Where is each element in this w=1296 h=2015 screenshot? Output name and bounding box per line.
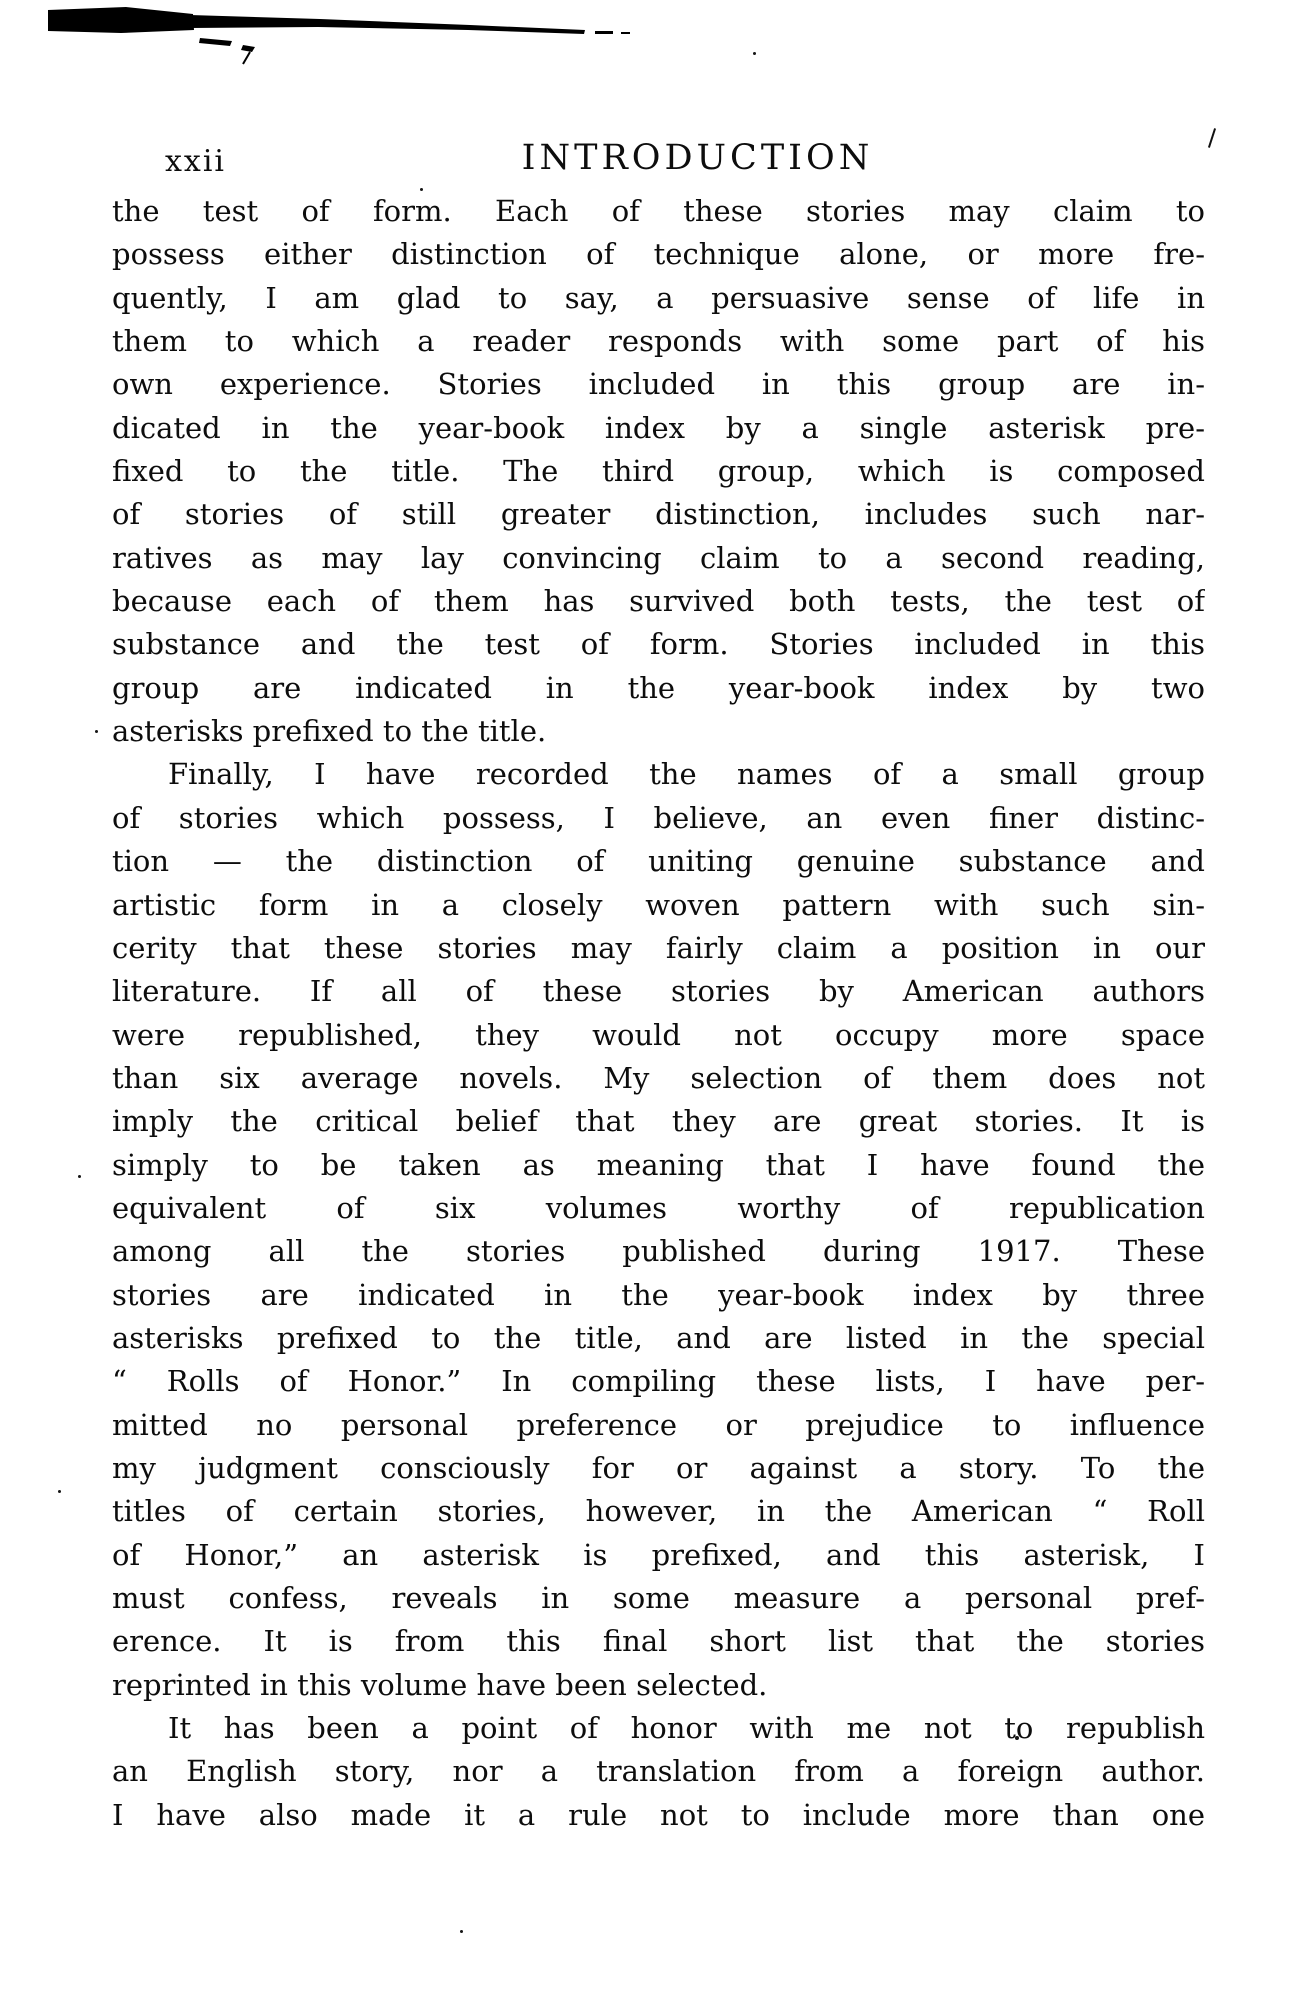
text-line: asterisks prefixed to the title, and are listed in the special <box>112 1320 1205 1355</box>
text-line: It has been a point of honor with me not to republish <box>168 1711 1205 1746</box>
scan-speck <box>753 52 756 55</box>
text-line: titles of certain stories, however, in the American “ Roll <box>112 1494 1205 1529</box>
text-line: ratives as may lay convincing claim to a second reading, <box>112 540 1205 575</box>
text-line: asterisks prefixed to the title. <box>112 714 547 749</box>
text-line: I have also made it a rule not to include more than one <box>112 1797 1205 1832</box>
text-line: than six average novels. My selection of them does not <box>112 1060 1205 1095</box>
text-line: among all the stories published during 1917. These <box>112 1234 1205 1269</box>
scan-speck <box>95 730 98 733</box>
text-line: substance and the test of form. Stories included in this <box>112 627 1205 662</box>
text-line: equivalent of six volumes worthy of republication <box>112 1190 1205 1225</box>
text-line: tion — the distinction of uniting genuine substance and <box>112 844 1205 879</box>
text-line: must confess, reveals in some measure a personal pref- <box>112 1581 1205 1615</box>
text-line: them to which a reader responds with some part of his <box>112 324 1205 359</box>
text-line: erence. It is from this final short list that the stories <box>112 1624 1205 1659</box>
page-header <box>112 138 1205 184</box>
text-line: my judgment consciously for or against a story. To the <box>112 1450 1205 1485</box>
text-line: artistic form in a closely woven pattern with such sin- <box>112 887 1205 922</box>
text-line: an English story, nor a translation from a foreign author. <box>112 1754 1205 1789</box>
page-number: xxii <box>165 144 227 179</box>
text-line: simply to be taken as meaning that I have found the <box>112 1147 1205 1182</box>
text-line: possess either distinction of technique alone, or more fre- <box>112 237 1205 272</box>
text-line: quently, I am glad to say, a persuasive sense of life in <box>112 280 1205 315</box>
text-line: imply the critical belief that they are great stories. It is <box>112 1104 1205 1139</box>
scan-speck <box>78 1175 81 1178</box>
text-line: fixed to the title. The third group, which is composed <box>112 454 1205 489</box>
text-line: of stories which possess, I believe, an even finer distinc- <box>112 800 1205 835</box>
text-line: of stories of still greater distinction, includes such nar- <box>112 497 1205 532</box>
text-line: literature. If all of these stories by American authors <box>112 974 1205 1009</box>
scan-artifact-smudge <box>0 0 660 80</box>
text-line: of Honor,” an asterisk is prefixed, and this asterisk, I <box>112 1537 1205 1572</box>
text-line: cerity that these stories may fairly claim a position in our <box>112 930 1205 965</box>
text-line: were republished, they would not occupy more space <box>112 1017 1205 1052</box>
scan-speck <box>58 1490 61 1493</box>
text-line: reprinted in this volume have been selected. <box>112 1667 768 1702</box>
text-line: the test of form. Each of these stories may claim to <box>112 194 1205 228</box>
scan-artifact-slash <box>1208 128 1216 148</box>
page-heading: INTRODUCTION <box>521 138 874 178</box>
text-line: mitted no personal preference or prejudice to influence <box>112 1407 1205 1442</box>
text-line: Finally, I have recorded the names of a small group <box>168 757 1205 792</box>
text-line: “ Rolls of Honor.” In compiling these lists, I have per- <box>112 1364 1205 1399</box>
text-line: because each of them has survived both tests, the test of <box>112 584 1205 619</box>
text-line: dicated in the year-book index by a single asterisk pre- <box>112 410 1205 445</box>
scan-speck <box>460 1930 463 1933</box>
text-line: group are indicated in the year-book index by two <box>112 670 1205 705</box>
body-text <box>112 190 1205 1837</box>
text-line: stories are indicated in the year-book index by three <box>112 1277 1205 1312</box>
text-line: own experience. Stories included in this group are in- <box>112 367 1205 402</box>
